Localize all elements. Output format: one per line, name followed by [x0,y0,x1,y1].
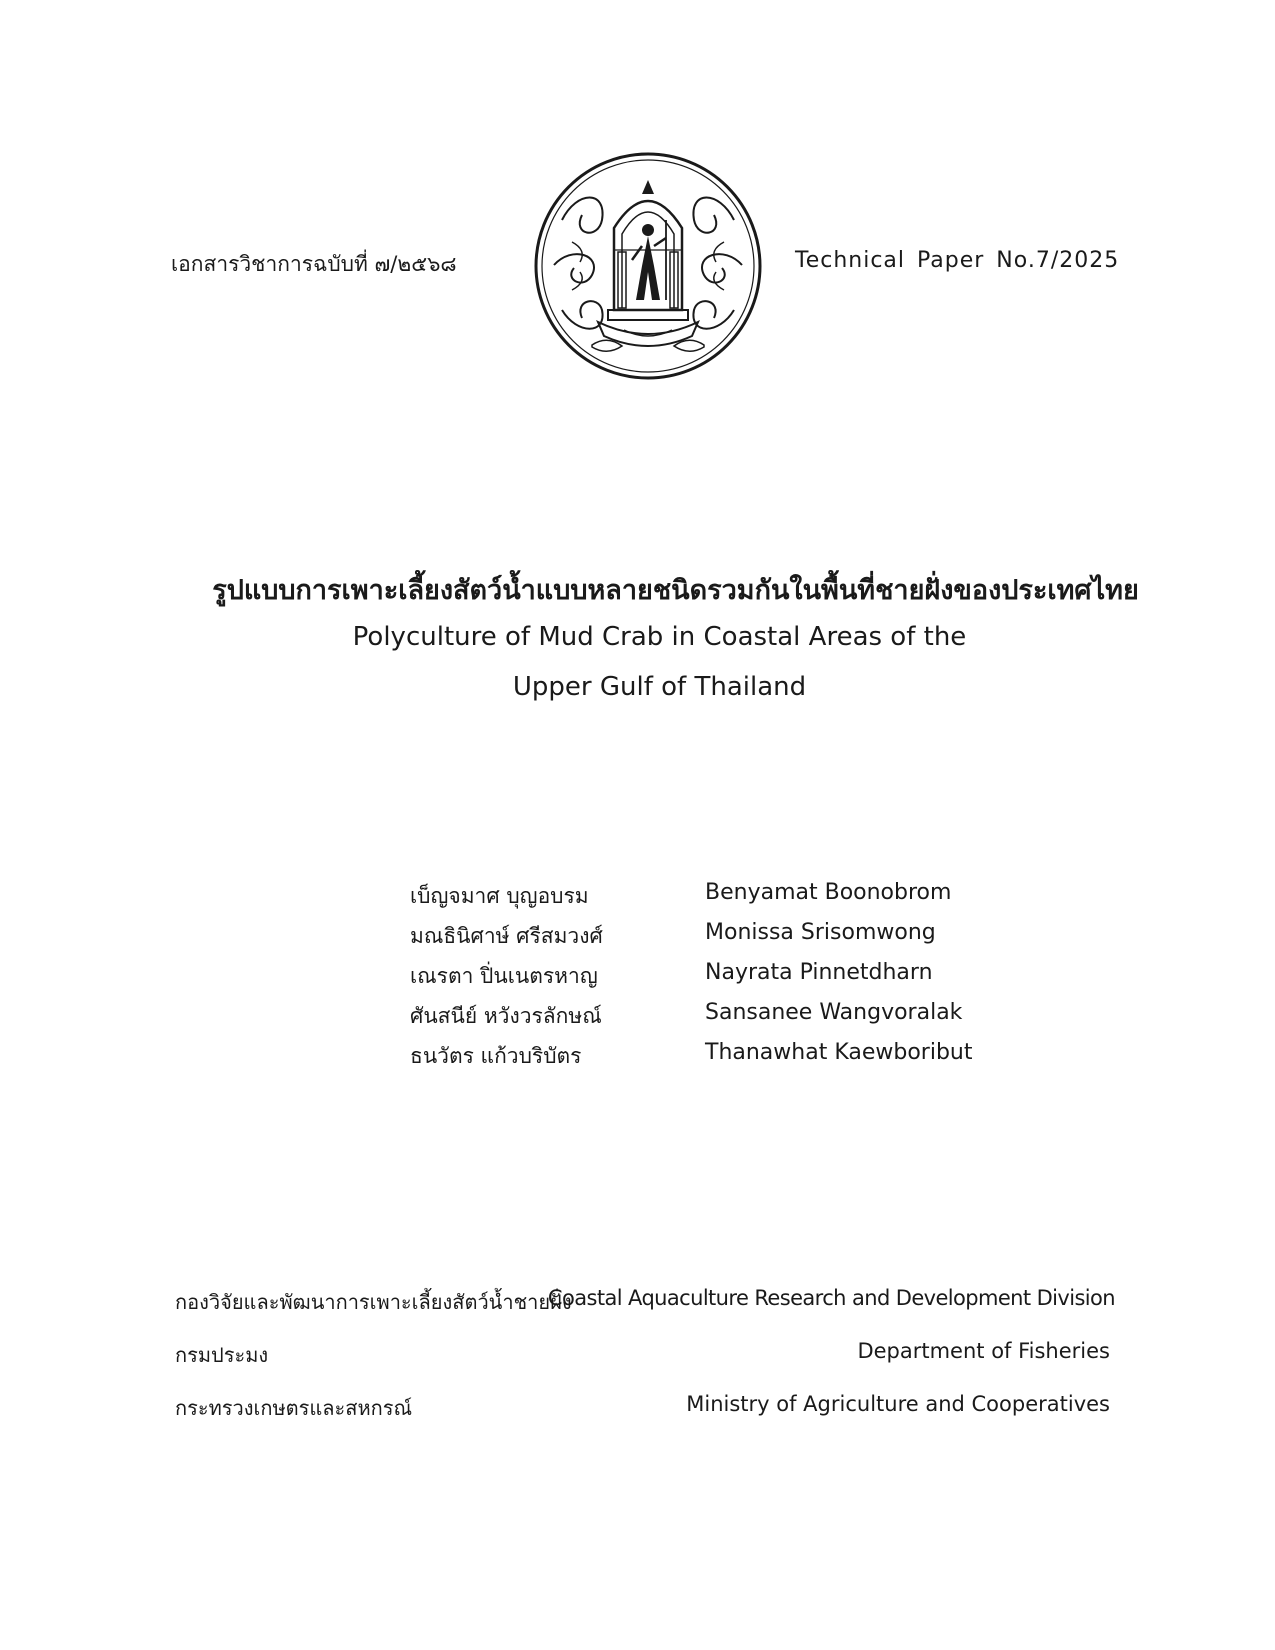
division-name-thai: กองวิจัยและพัฒนาการเพาะเลี้ยงสัตว์น้ำชายฝั่ง [175,1290,572,1314]
author-name-english: Thanawhat Kaewboribut [705,1040,973,1065]
title-thai: รูปแบบการเพาะเลี้ยงสัตว์น้ำแบบหลายชนิดรวมกันในพื้นที่ชายฝั่งของประเทศไทย [212,575,1139,606]
ministry-name-english: Ministry of Agriculture and Cooperatives [686,1392,1110,1416]
author-name-thai: มณธินิศาษ์ ศรีสมวงศ์ [410,924,603,948]
author-name-thai: ธนวัตร แก้วบริบัตร [410,1044,582,1068]
title-english-line-1: Polyculture of Mud Crab in Coastal Areas of the [352,622,967,652]
author-name-english: Nayrata Pinnetdharn [705,960,933,985]
author-name-thai: ศันสนีย์ หวังวรลักษณ์ [410,1004,602,1028]
author-name-english: Sansanee Wangvoralak [705,1000,963,1025]
technical-paper-number-thai: เอกสารวิชาการฉบับที่ ๗/๒๕๖๘ [171,252,457,276]
author-name-english: Benyamat Boonobrom [705,880,952,905]
department-name-english: Department of Fisheries [857,1339,1110,1363]
title-english-line-2: Upper Gulf of Thailand [512,672,807,702]
department-of-fisheries-emblem-icon [532,150,764,382]
author-name-thai: เณรตา ปิ่นเนตรหาญ [410,964,598,988]
technical-paper-number-english: Technical Paper No.7/2025 [795,248,1120,273]
division-name-english: Coastal Aquaculture Research and Development Division [547,1286,1115,1310]
ministry-name-thai: กระทรวงเกษตรและสหกรณ์ [175,1396,413,1420]
author-name-thai: เบ็ญจมาศ บุญอบรม [410,884,589,908]
author-name-english: Monissa Srisomwong [705,920,936,945]
department-name-thai: กรมประมง [175,1343,269,1367]
